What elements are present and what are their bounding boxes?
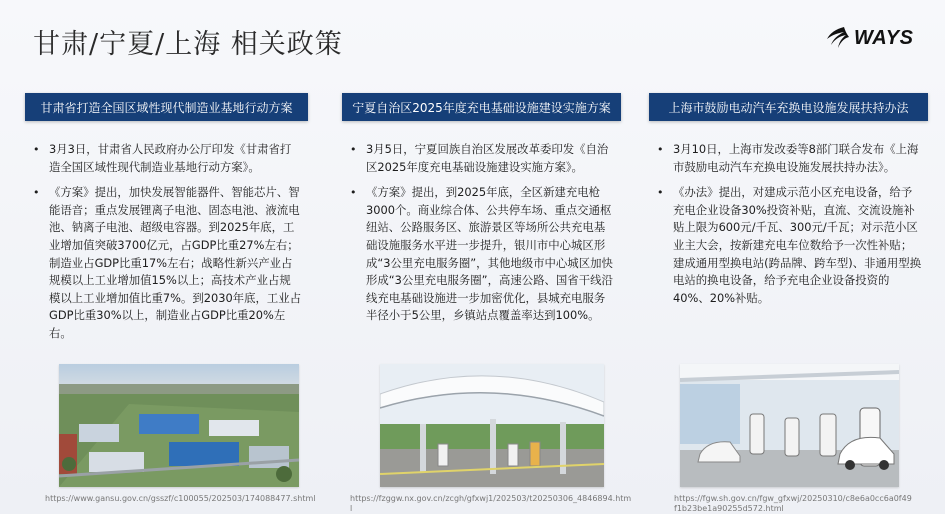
- ways-logo-icon: [824, 26, 850, 50]
- charging-station-canopy-photo: [380, 364, 604, 487]
- page-title: 甘肃/宁夏/上海 相关政策: [33, 29, 343, 60]
- policy-header: 甘肃省打造全国区域性现代制造业基地行动方案: [25, 93, 308, 121]
- policy-header: 上海市鼓励电动汽车充换电设施发展扶持办法: [649, 93, 928, 121]
- policy-bullets: [348, 141, 615, 333]
- policy-bullet: • 3月3日，甘肃省人民政府办公厅印发《甘肃省打造全国区域性现代制造业基地行动方案》。: [31, 141, 302, 176]
- policy-bullet: • 3月10日，上海市发改委等8部门联合发布《上海市鼓励电动汽车充换电设施发展扶持办法》。: [655, 141, 922, 176]
- policy-bullet: • 3月5日，宁夏回族自治区发展改革委印发《自治区2025年度充电基础设施建设实施方案》。: [348, 141, 615, 176]
- policy-bullet: • 《办法》提出，对建成示范小区充电设备，给予充电企业设备30%投资补贴，直流、交流设施补贴上限为600元/千瓦、300元/千瓦；对示范小区业主大会，按新建充电车位数给予一次性补贴；建成通用型换电站(跨品牌、跨车型)、非通用型换电站的换电设备，给予充电企业设备投资的40%、20%补贴。: [655, 184, 922, 307]
- industrial-park-aerial-photo: [59, 364, 299, 487]
- policy-header: 宁夏自治区2025年度充电基础设施建设实施方案: [342, 93, 621, 121]
- policy-bullet: • 《方案》提出，加快发展智能器件、智能芯片、智能语音；重点发展锂离子电池、固态电池、液流电池、钠离子电池、超级电容器。到2025年底，工业增加值突破3700亿元，占GDP比重27%左右；制造业占GDP比重17%左右；战略性新兴产业占规模以上工业增加值15%以上；高技术产业占规模以上工业增加值比重7%。到2030年底，工业占GDP比重30%以上，制造业占GDP比重20%左右。: [31, 184, 302, 342]
- ev-charging-row-photo: [680, 364, 899, 487]
- source-url[interactable]: https://fgw.sh.gov.cn/fgw_gfxwj/20250310/c8e6a0cc6a0f49f1b23be1a90255d572.html: [674, 494, 912, 513]
- source-url[interactable]: https://fzggw.nx.gov.cn/zcgh/gfxwj1/202503/t20250306_4846894.html: [350, 494, 632, 513]
- ways-logo-text: WAYS: [854, 26, 914, 49]
- policy-bullets: [31, 141, 302, 351]
- ways-logo: [824, 24, 913, 52]
- policy-bullet: • 《方案》提出，到2025年底，全区新建充电枪3000个。商业综合体、公共停车场、重点交通枢纽站、公路服务区、旅游景区等场所公共充电基础设施服务水平进一步提升，银川市中心城区形成“3公里充电服务圈”，其他地级市中心城区加快形成“3公里充电服务圈”，高速公路、国省干线沿线充电基础设施进一步加密优化，县城充电服务半径小于5公里，乡镇站点覆盖率达到100%。: [348, 184, 615, 325]
- policy-bullets: [655, 141, 922, 315]
- source-url[interactable]: https://www.gansu.gov.cn/gsszf/c100055/202503/174088477.shtml: [45, 494, 316, 503]
